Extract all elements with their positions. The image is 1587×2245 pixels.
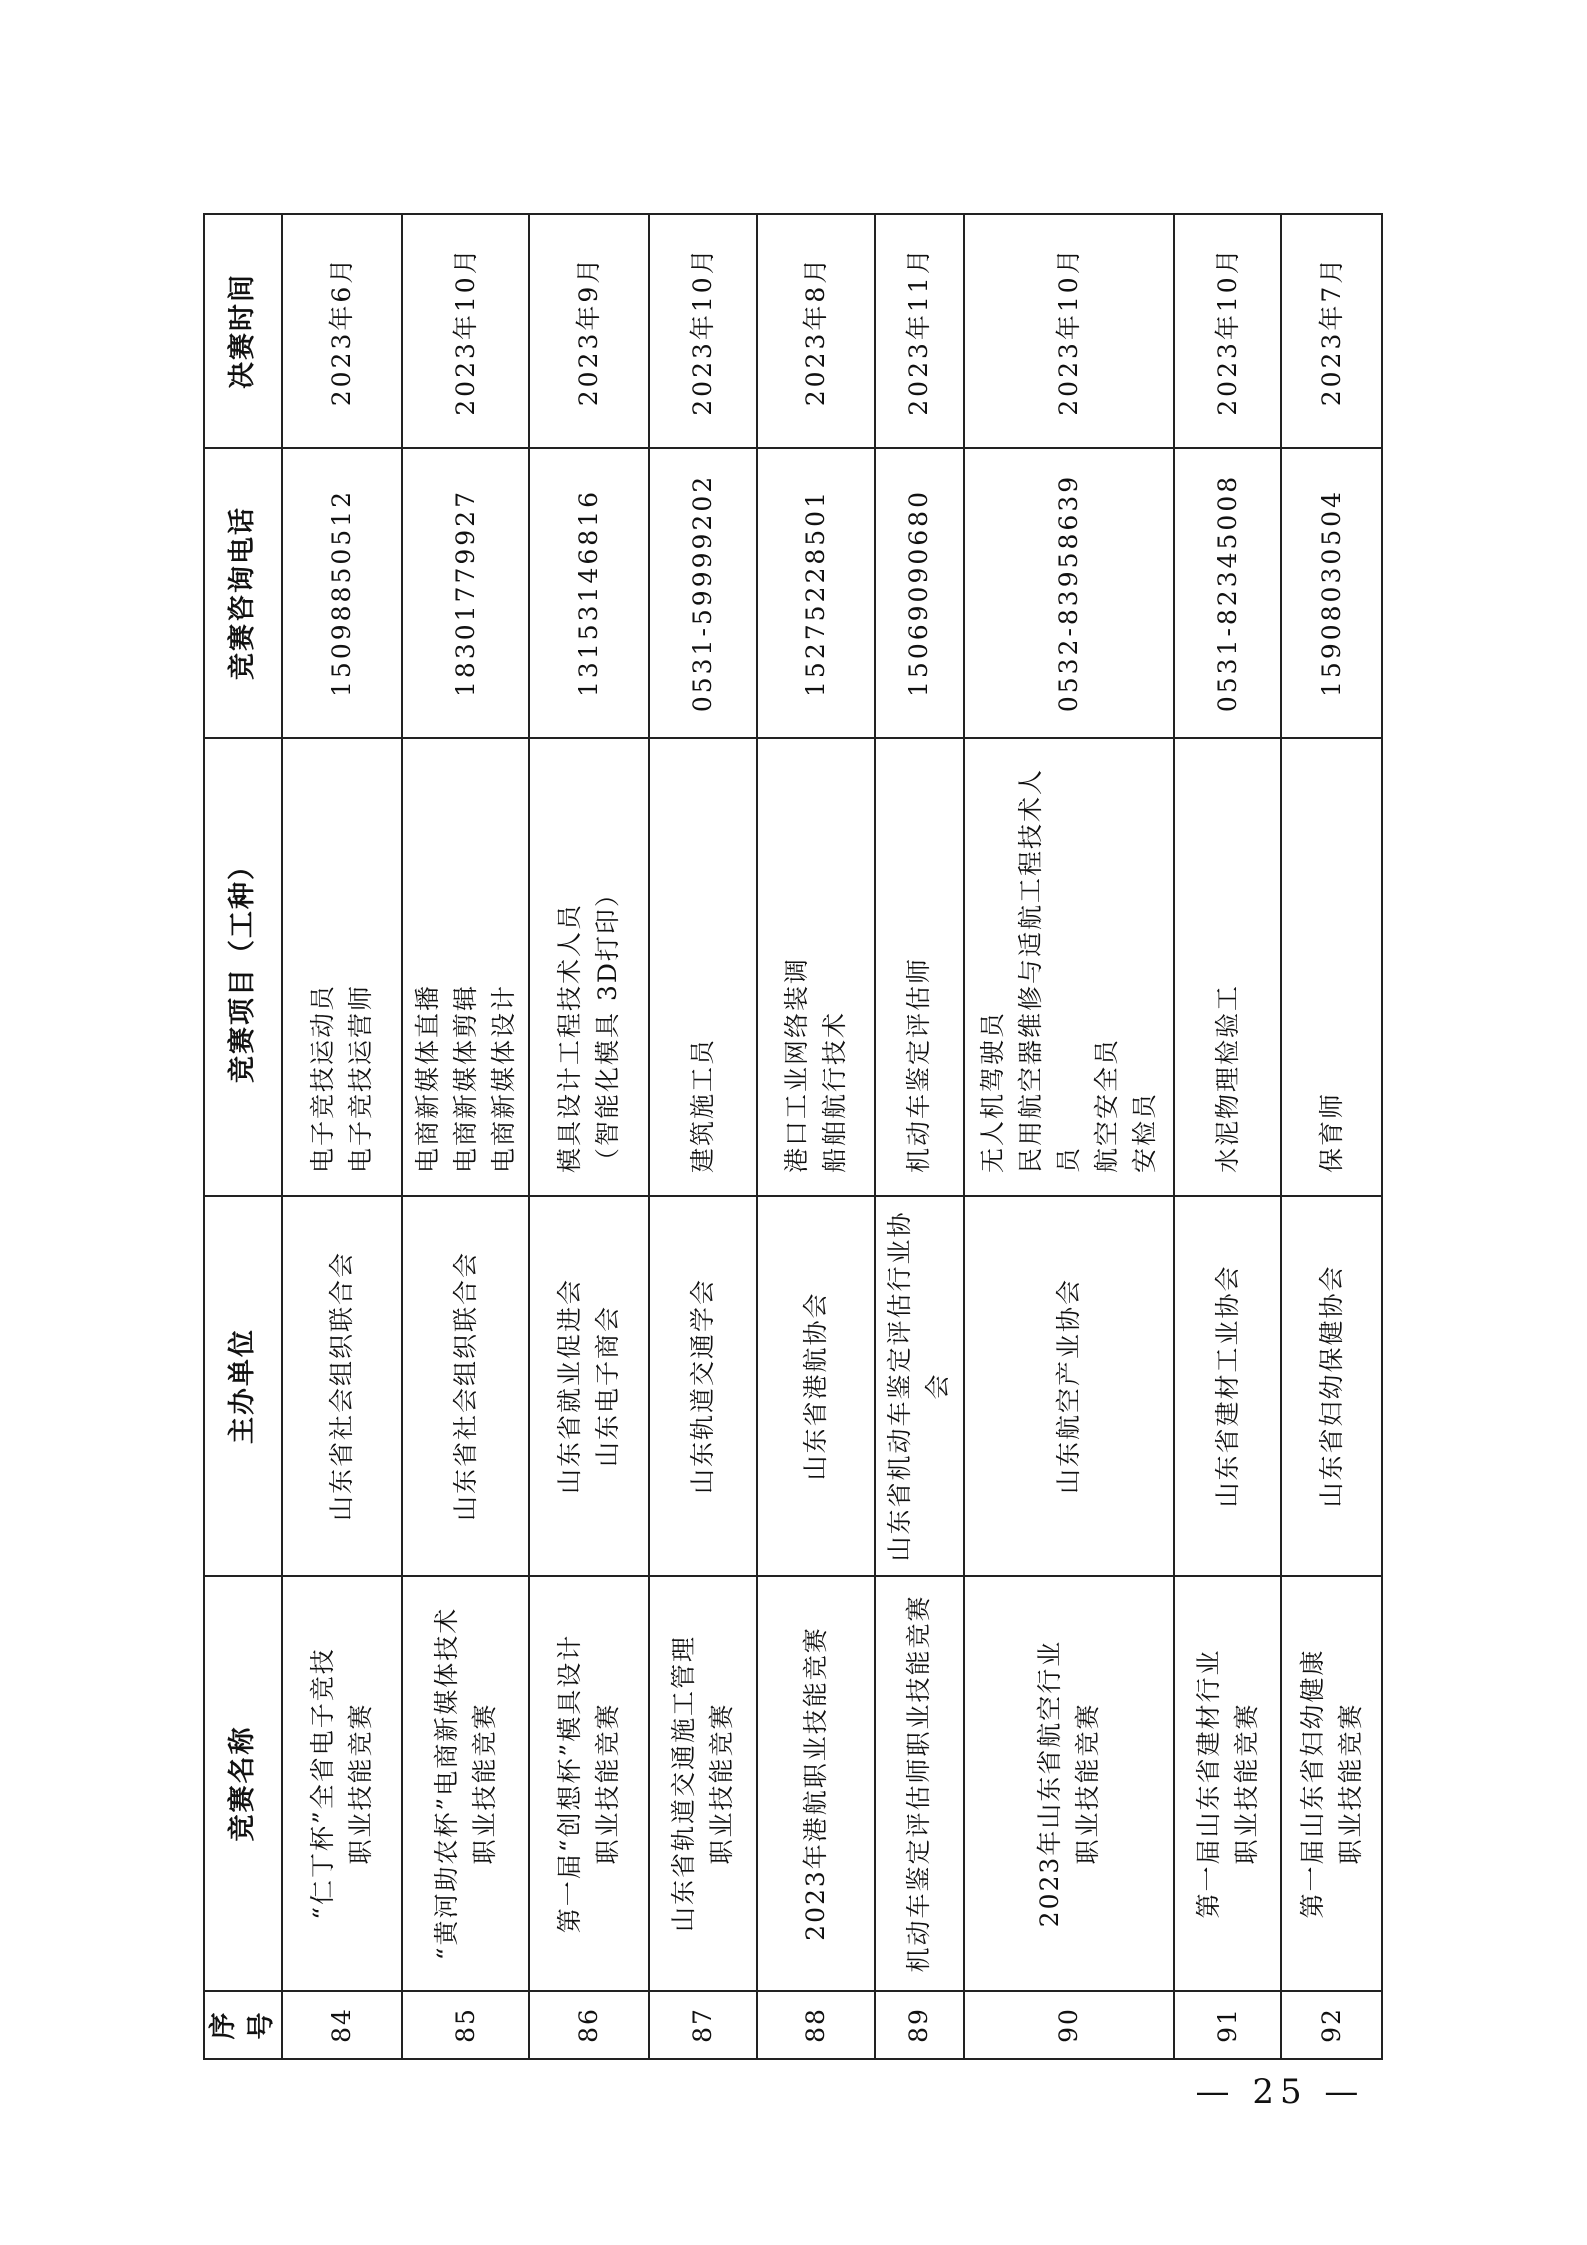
- cell-name-line: 机动车鉴定评估师职业技能竞赛: [904, 1594, 934, 1973]
- cell-name: [757, 1576, 875, 1991]
- cell-items: [875, 738, 965, 1196]
- cell-date: 2023年8月: [757, 214, 875, 448]
- cell-organizer: [1281, 1196, 1382, 1576]
- cell-name-line: 第一届山东省建材行业: [1193, 1648, 1223, 1919]
- cell-date: 2023年10月: [649, 214, 756, 448]
- cell-items: [1174, 738, 1281, 1196]
- cell-items-line: 电商新媒体剪辑: [450, 983, 480, 1173]
- cell-items-line: 电商新媒体设计: [488, 983, 518, 1173]
- cell-name: [1281, 1576, 1382, 1991]
- table-row: [1281, 214, 1382, 2059]
- cell-no: 84: [282, 1991, 402, 2059]
- cell-name-line: 职业技能竞赛: [346, 1702, 376, 1865]
- cell-no: 90: [964, 1991, 1174, 2059]
- cell-date: 2023年10月: [402, 214, 529, 448]
- cell-phone: 15908030504: [1281, 448, 1382, 738]
- cell-name-line: 职业技能竞赛: [706, 1702, 736, 1865]
- cell-organizer-line: 山东省社会组织联合会: [450, 1251, 480, 1522]
- cell-organizer-line: 山东航空产业协会: [1054, 1278, 1084, 1495]
- cell-items-line: 建筑施工员: [687, 1037, 717, 1173]
- cell-name: [529, 1576, 649, 1991]
- cell-name-line: 职业技能竞赛: [1231, 1702, 1261, 1865]
- cell-organizer: [757, 1196, 875, 1576]
- cell-organizer: [964, 1196, 1174, 1576]
- cell-items-line: 民用航空器维修与适航工程技术人员: [1016, 767, 1084, 1173]
- cell-organizer-line: 山东省机动车鉴定评估行业协会: [885, 1210, 953, 1562]
- cell-organizer: [1174, 1196, 1281, 1576]
- cell-organizer-line: 山东省社会组织联合会: [327, 1251, 357, 1522]
- cell-name-line: 第一届“创想杯”模具设计: [555, 1633, 585, 1934]
- cell-date: 2023年7月: [1281, 214, 1382, 448]
- cell-name-line: 2023年山东省航空行业: [1035, 1639, 1065, 1928]
- cell-organizer-line: 山东省港航协会: [800, 1291, 830, 1481]
- table-row: [402, 214, 529, 2059]
- cell-items-line: 模具设计工程技术人员: [555, 902, 585, 1173]
- cell-items: [1281, 738, 1382, 1196]
- cell-items: [402, 738, 529, 1196]
- cell-name-line: 第一届山东省妇幼健康: [1297, 1648, 1327, 1919]
- cell-organizer: [875, 1196, 965, 1576]
- cell-phone: 0532-83958639: [964, 448, 1174, 738]
- rotated-table-container: [203, 215, 1383, 2060]
- cell-no: 88: [757, 1991, 875, 2059]
- table-row: [529, 214, 649, 2059]
- cell-items: [529, 738, 649, 1196]
- header-no: 序号: [204, 1991, 282, 2059]
- cell-no: 86: [529, 1991, 649, 2059]
- table-header-row: [204, 214, 282, 2059]
- header-phone: 竞赛咨询电话: [204, 448, 282, 738]
- cell-no: 85: [402, 1991, 529, 2059]
- table-row: [875, 214, 965, 2059]
- cell-organizer: [402, 1196, 529, 1576]
- cell-items-line: 电商新媒体直播: [412, 983, 442, 1173]
- cell-organizer: [529, 1196, 649, 1576]
- cell-no: 91: [1174, 1991, 1281, 2059]
- cell-organizer: [282, 1196, 402, 1576]
- cell-phone: 15275228501: [757, 448, 875, 738]
- cell-name-line: 职业技能竞赛: [469, 1702, 499, 1865]
- cell-organizer-line: 山东省妇幼保健协会: [1316, 1264, 1346, 1508]
- cell-name: [1174, 1576, 1281, 1991]
- cell-items: [649, 738, 756, 1196]
- cell-date: 2023年6月: [282, 214, 402, 448]
- cell-name-line: “仁丁杯”全省电子竞技: [308, 1647, 338, 1920]
- cell-organizer-line: 山东轨道交通学会: [687, 1278, 717, 1495]
- cell-phone: 0531-59999202: [649, 448, 756, 738]
- cell-items: [757, 738, 875, 1196]
- cell-organizer-line: 山东省建材工业协会: [1212, 1264, 1242, 1508]
- cell-items: [282, 738, 402, 1196]
- cell-date: 2023年10月: [1174, 214, 1281, 448]
- cell-name-line: 职业技能竞赛: [1073, 1702, 1103, 1865]
- cell-items-line: （智能化模具 3D打印）: [593, 880, 623, 1173]
- cell-items-line: 保育师: [1316, 1091, 1346, 1173]
- header-name: 竞赛名称: [204, 1576, 282, 1991]
- cell-name-line: 职业技能竞赛: [1335, 1702, 1365, 1865]
- cell-phone: 18301779927: [402, 448, 529, 738]
- cell-name-line: 2023年港航职业技能竞赛: [800, 1626, 830, 1941]
- cell-items-line: 电子竞技运营师: [346, 983, 376, 1173]
- cell-organizer: [649, 1196, 756, 1576]
- cell-items-line: 船舶航行技术: [819, 1010, 849, 1173]
- cell-name-line: 山东省轨道交通施工管理: [668, 1635, 698, 1933]
- cell-name-line: “黄河助农杯”电商新媒体技术: [431, 1606, 461, 1961]
- cell-phone: 0531-82345008: [1174, 448, 1281, 738]
- table-row: [964, 214, 1174, 2059]
- cell-no: 92: [1281, 1991, 1382, 2059]
- header-organizer: 主办单位: [204, 1196, 282, 1576]
- cell-phone: 15098850512: [282, 448, 402, 738]
- header-items: 竞赛项目（工种）: [204, 738, 282, 1196]
- table-row: [649, 214, 756, 2059]
- cell-items-line: 无人机驾驶员: [978, 1010, 1008, 1173]
- cell-items-line: 水泥物理检验工: [1212, 983, 1242, 1173]
- cell-no: 87: [649, 1991, 756, 2059]
- cell-items-line: 港口工业网络装调: [781, 956, 811, 1173]
- header-date: 决赛时间: [204, 214, 282, 448]
- cell-name: [282, 1576, 402, 1991]
- cell-no: 89: [875, 1991, 965, 2059]
- page-number: — 25 —: [1195, 2072, 1365, 2112]
- table-row: [757, 214, 875, 2059]
- cell-phone: 15069090680: [875, 448, 965, 738]
- cell-items-line: 航空安全员: [1092, 1037, 1122, 1173]
- cell-items-line: 机动车鉴定评估师: [904, 956, 934, 1173]
- cell-date: 2023年11月: [875, 214, 965, 448]
- cell-name: [875, 1576, 965, 1991]
- cell-name: [964, 1576, 1174, 1991]
- cell-date: 2023年9月: [529, 214, 649, 448]
- cell-items-line: 安检员: [1130, 1091, 1160, 1173]
- competition-table: [203, 213, 1383, 2060]
- cell-phone: 13153146816: [529, 448, 649, 738]
- cell-name-line: 职业技能竞赛: [593, 1702, 623, 1865]
- cell-items-line: 电子竞技运动员: [308, 983, 338, 1173]
- cell-items: [964, 738, 1174, 1196]
- cell-name: [649, 1576, 756, 1991]
- table-row: [282, 214, 402, 2059]
- cell-organizer-line: 山东省就业促进会: [555, 1278, 585, 1495]
- table-row: [1174, 214, 1281, 2059]
- cell-organizer-line: 山东电子商会: [593, 1305, 623, 1468]
- cell-date: 2023年10月: [964, 214, 1174, 448]
- cell-name: [402, 1576, 529, 1991]
